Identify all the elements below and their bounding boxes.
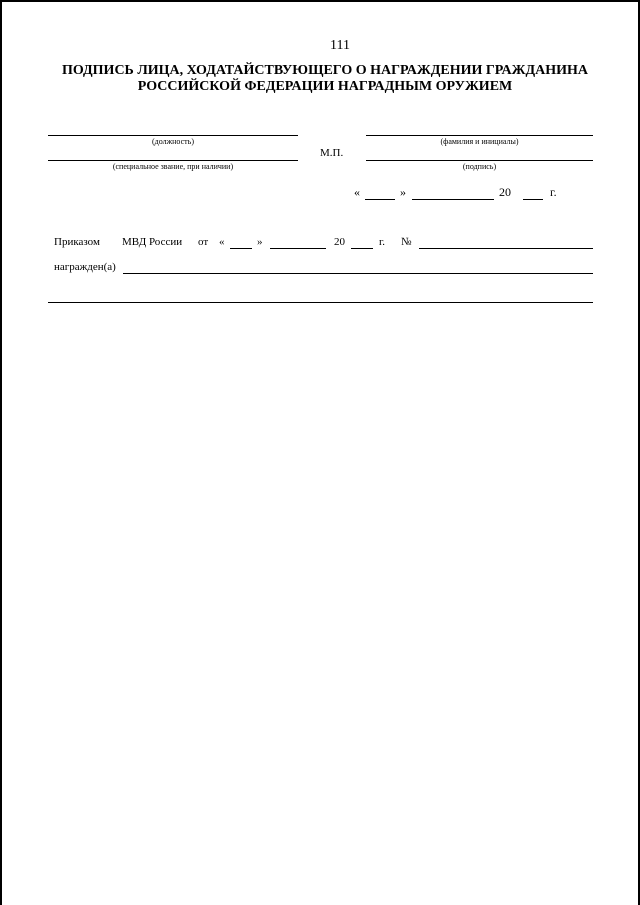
order-year-prefix: 20 <box>334 236 345 248</box>
name-line <box>366 135 593 136</box>
date-year-suffix: г. <box>550 185 557 199</box>
rank-caption: (специальное звание, при наличии) <box>112 162 234 171</box>
page-border-left <box>0 0 2 905</box>
date-open-quote: « <box>354 185 360 199</box>
document-title-line-2: РОССИЙСКОЙ ФЕДЕРАЦИИ НАГРАДНЫМ ОРУЖИЕМ <box>137 79 513 94</box>
order-year-suffix: г. <box>379 236 386 248</box>
order-number-sign: № <box>401 236 412 248</box>
bottom-rule[interactable] <box>48 302 593 303</box>
date-year-blank[interactable] <box>523 199 543 200</box>
date-day-blank[interactable] <box>365 199 395 200</box>
document-title-line-1: ПОДПИСЬ ЛИЦА, ХОДАТАЙСТВУЮЩЕГО О НАГРАЖДЕНИИ ГРАЖДАНИНА <box>61 63 589 78</box>
order-from-label: от <box>198 236 209 248</box>
order-close-quote: » <box>257 236 263 248</box>
signature-caption: (подпись) <box>462 162 497 171</box>
page-border-top <box>0 0 640 2</box>
ministry-label: МВД России <box>122 236 183 248</box>
signature-line <box>366 160 593 161</box>
order-label: Приказом <box>54 236 100 248</box>
order-number-blank[interactable] <box>419 248 593 249</box>
page-number: 111 <box>330 38 350 53</box>
position-line <box>48 135 298 136</box>
order-open-quote: « <box>219 236 225 248</box>
date-year-prefix: 20 <box>499 185 511 199</box>
rank-line <box>48 160 298 161</box>
date-month-blank[interactable] <box>412 199 494 200</box>
stamp-place-label: М.П. <box>320 147 344 159</box>
date-close-quote: » <box>400 185 406 199</box>
order-year-blank[interactable] <box>351 248 373 249</box>
order-day-blank[interactable] <box>230 248 252 249</box>
awarded-label: награжден(а) <box>54 261 116 273</box>
awarded-blank[interactable] <box>123 273 593 274</box>
name-caption: (фамилия и инициалы) <box>440 137 519 146</box>
order-month-blank[interactable] <box>270 248 326 249</box>
position-caption: (должность) <box>152 137 194 146</box>
